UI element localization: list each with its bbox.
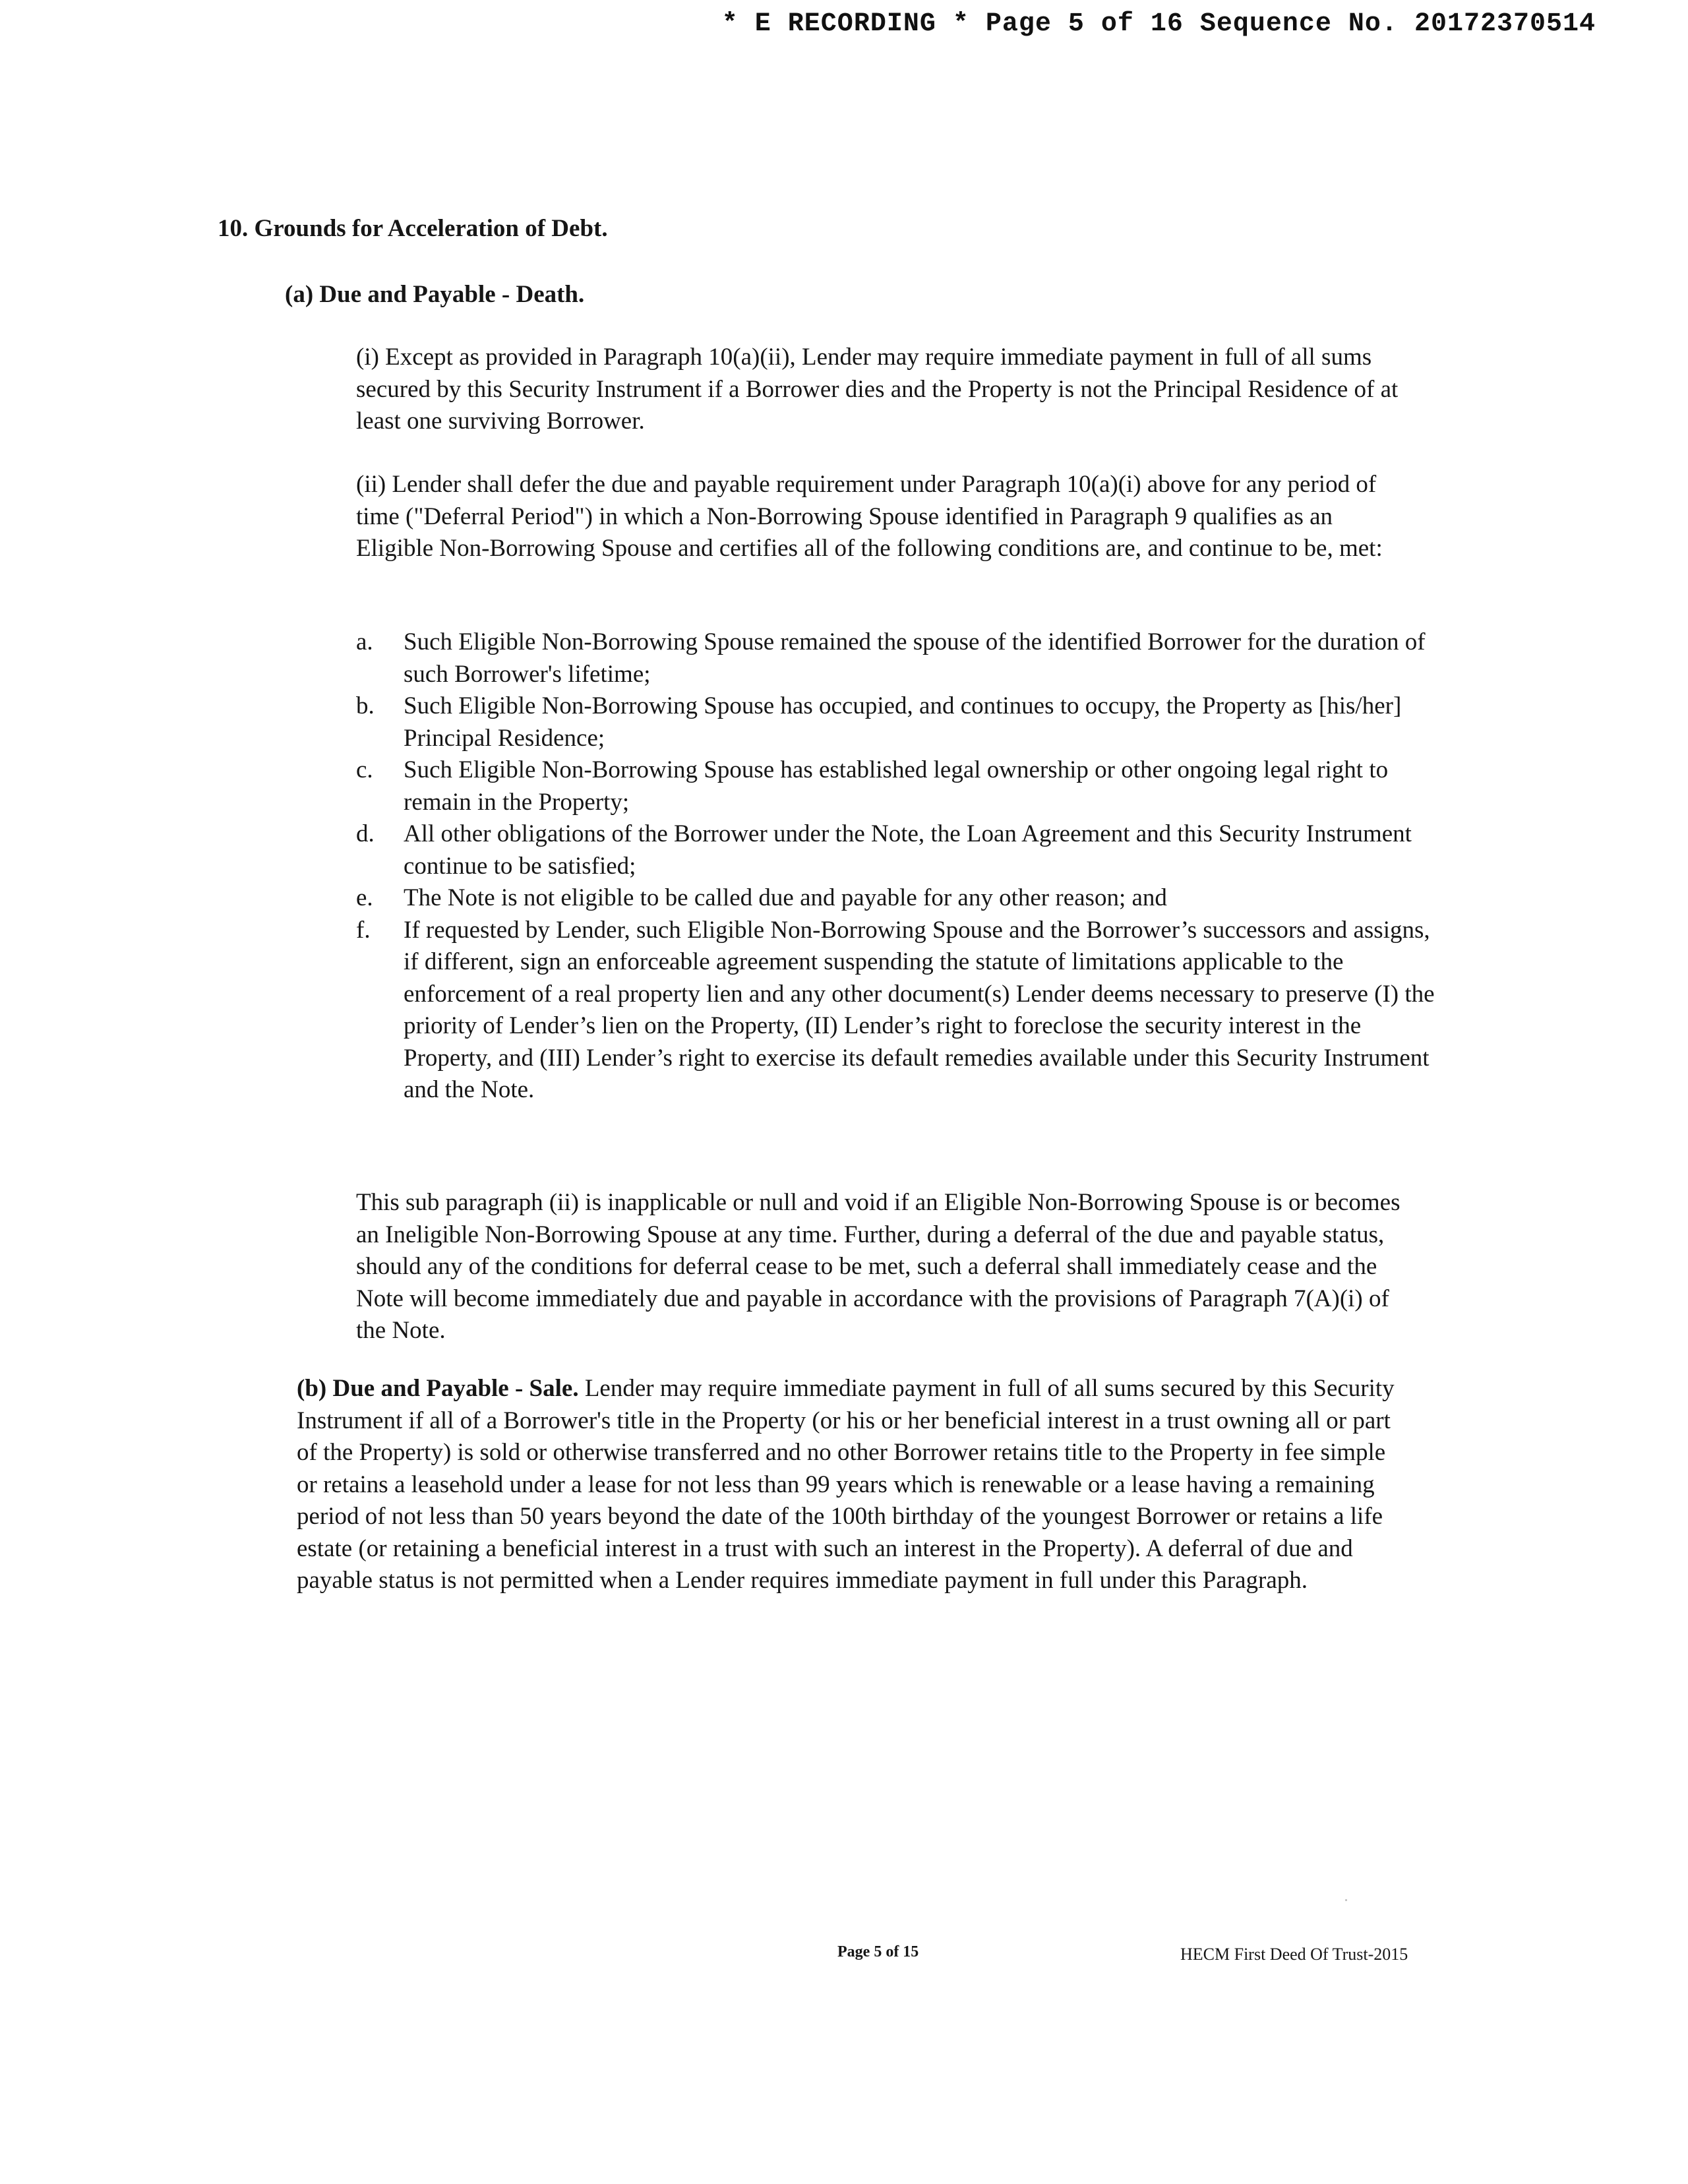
list-item <box>356 626 1444 690</box>
subsection-b-paragraph <box>297 1373 1404 1597</box>
list-item-text: Such Eligible Non-Borrowing Spouse has established legal ownership or other ongoing legal right to remain in the Property; <box>404 756 1389 816</box>
list-item-text: The Note is not eligible to be called due and payable for any other reason; and <box>404 884 1167 911</box>
list-item <box>356 915 1444 1107</box>
closing-paragraph: This sub paragraph (ii) is inapplicable or null and void if an Eligible Non-Borrowing Spouse is or becomes an Ineligible Non-Borrowing Spouse at any time. Further, during a deferral of the due and payable status, should any of the conditions for deferral cease to be met, such a deferral shall immediately cease and the Note will become immediately due and payable in accordance with the provisions of Paragraph 7(A)(i) of the Note. <box>356 1189 1401 1344</box>
footer-page-number: Page 5 of 15 <box>837 1943 919 1960</box>
list-item-text: All other obligations of the Borrower under the Note, the Loan Agreement and this Security Instrument continue to be satisfied; <box>404 820 1412 880</box>
list-marker: e. <box>356 884 373 911</box>
list-marker: b. <box>356 692 375 719</box>
list-item-text: If requested by Lender, such Eligible Non-Borrowing Spouse and the Borrower’s successors and assigns, if different, sign an enforceable agreement suspending the statute of limitations applicable to the enforcement of a real property lien and any other document(s) Lender deems necessary to preserve (I) the priority of Lender’s lien on the Property, (II) Lender’s right to foreclose the security interest in the Property, and (III) Lender’s right to exercise its default remedies available under this Security Instrument and the Note. <box>404 916 1435 1103</box>
section-title: 10. Grounds for Acceleration of Debt. <box>218 215 608 242</box>
list-marker: c. <box>356 756 373 783</box>
scan-artifact <box>1345 1899 1347 1901</box>
list-item <box>356 690 1444 754</box>
subsection-b-title: (b) Due and Payable - Sale. <box>297 1375 579 1402</box>
list-item-text: Such Eligible Non-Borrowing Spouse has occupied, and continues to occupy, the Property as [his/her] Principal Residence; <box>404 692 1402 752</box>
list-item <box>356 818 1444 882</box>
list-marker: f. <box>356 916 371 944</box>
list-item-text: Such Eligible Non-Borrowing Spouse remained the spouse of the identified Borrower for the duration of such Borrower's lifetime; <box>404 628 1426 688</box>
conditions-list <box>356 626 1444 1107</box>
list-marker: a. <box>356 628 373 655</box>
subsection-a-title: (a) Due and Payable - Death. <box>285 281 585 308</box>
recording-header: * E RECORDING * Page 5 of 16 Sequence No. 20172370514 <box>721 9 1596 39</box>
list-marker: d. <box>356 820 375 847</box>
subsection-b-text: Lender may require immediate payment in full of all sums secured by this Security Instrument if all of a Borrower's title in the Property (or his or her beneficial interest in a trust owning all or part of the Property) is sold or otherwise transferred and no other Borrower retains title to the Property in fee simple or retains a leasehold under a lease for not less than 99 years which is renewable or a lease having a remaining period of not less than 50 years beyond the date of the 100th birthday of the youngest Borrower or retains a life estate (or retaining a beneficial interest in a trust with such an interest in the Property). A deferral of due and payable status is not permitted when a Lender requires immediate payment in full under this Paragraph. <box>297 1375 1395 1594</box>
paragraph-ii: (ii) Lender shall defer the due and payable requirement under Paragraph 10(a)(i) above for any period of time ("Deferral Period") in which a Non-Borrowing Spouse identified in Paragraph 9 qualifies as an Eligible Non-Borrowing Spouse and certifies all of the following conditions are, and continue to be, met: <box>356 471 1383 562</box>
paragraph-i: (i) Except as provided in Paragraph 10(a)(ii), Lender may require immediate payment in full of all sums secured by this Security Instrument if a Borrower dies and the Property is not the Principal Residence of at least one surviving Borrower. <box>356 344 1399 435</box>
list-item <box>356 882 1444 915</box>
footer-form-name: HECM First Deed Of Trust-2015 <box>1180 1945 1408 1964</box>
list-item <box>356 754 1444 818</box>
